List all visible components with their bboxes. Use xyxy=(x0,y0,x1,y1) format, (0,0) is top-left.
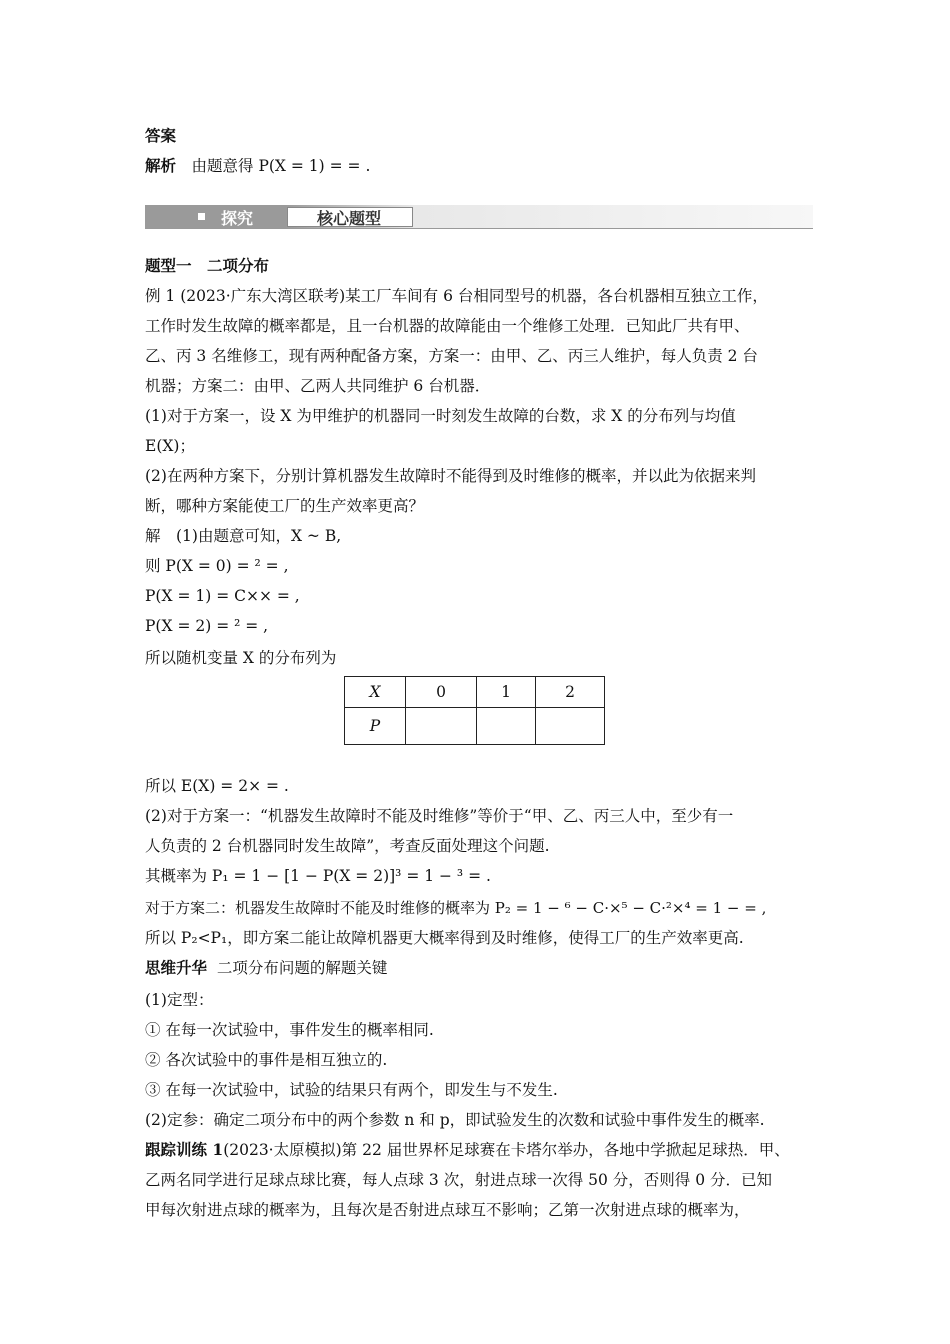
solution-line: 所以 E(X) = 2× = . xyxy=(145,777,289,795)
table-cell: P xyxy=(345,708,406,745)
analysis-label: 解析 xyxy=(145,156,177,175)
training-line: 甲每次射进点球的概率为，且每次是否射进点球互不影响；乙第一次射进点球的概率为， xyxy=(145,1201,750,1219)
distribution-table xyxy=(344,676,605,745)
table-cell xyxy=(536,708,605,745)
section-banner xyxy=(145,205,813,229)
example-line: 例 1 (2023·广东大湾区联考)某工厂车间有 6 台相同型号的机器，各台机器相互独立工作， xyxy=(145,287,768,305)
solution-line: 则 P(X = 0) = ² = , xyxy=(145,557,289,575)
solution-line: P(X = 1) = C×× = , xyxy=(145,587,300,605)
example-line: 工作时发生故障的概率都是，且一台机器的故障能由一个维修工处理．已知此厂共有甲、 xyxy=(145,317,750,335)
table-cell: 1 xyxy=(477,677,536,708)
example-line: (1)对于方案一，设 X 为甲维护的机器同一时刻发生故障的台数，求 X 的分布列与均值 xyxy=(145,407,736,425)
analysis-text: 由题意得 P(X = 1) = = . xyxy=(191,157,371,175)
type1-heading: 题型一 二项分布 xyxy=(145,256,270,275)
analysis-line xyxy=(145,156,370,176)
table-row xyxy=(345,708,605,745)
thinking-line: ① 在每一次试验中，事件发生的概率相同. xyxy=(145,1021,434,1039)
thinking-line: ② 各次试验中的事件是相互独立的. xyxy=(145,1051,388,1069)
training-title: 跟踪训练 1 xyxy=(145,1140,224,1159)
thinking-line: (2)定参：确定二项分布中的两个参数 n 和 p，即试验发生的次数和试验中事件发生的概率. xyxy=(145,1111,765,1129)
thinking-line: (1)定型： xyxy=(145,991,214,1009)
solution-line: 所以 P₂<P₁，即方案二能让故障机器更大概率得到及时维修，使得工厂的生产效率更高. xyxy=(145,929,744,947)
banner-core-label: 核心题型 xyxy=(317,209,382,228)
example-line: 机器；方案二：由甲、乙两人共同维护 6 台机器． xyxy=(145,377,491,395)
thinking-title: 思维升华 xyxy=(145,958,208,977)
solution-line: 解 (1)由题意可知，X ~ B, xyxy=(145,527,342,545)
solution-line: (2)对于方案一：“机器发生故障时不能及时维修”等价于“甲、乙、丙三人中，至少有一 xyxy=(145,807,734,825)
solution-line: 其概率为 P₁ = 1 − [1 − P(X = 2)]³ = 1 − ³ = . xyxy=(145,867,491,885)
answer-label: 答案 xyxy=(145,126,177,145)
training-line: 乙两名同学进行足球点球比赛，每人点球 3 次，射进点球一次得 50 分，否则得 0 分．已知 xyxy=(145,1171,773,1189)
solution-line: 对于方案二：机器发生故障时不能及时维修的概率为 P₂ = 1 − ⁶ − C·×⁵ − C·²×⁴ = 1 − = , xyxy=(145,899,767,917)
table-cell xyxy=(406,708,477,745)
solution-line: 所以随机变量 X 的分布列为 xyxy=(145,649,337,667)
thinking-subtitle: 二项分布问题的解题关键 xyxy=(216,959,388,977)
thinking-line: ③ 在每一次试验中，试验的结果只有两个，即发生与不发生. xyxy=(145,1081,558,1099)
example-line: E(X)； xyxy=(145,437,195,455)
table-cell xyxy=(477,708,536,745)
example-line: (2)在两种方案下，分别计算机器发生故障时不能得到及时维修的概率，并以此为依据来判 xyxy=(145,467,756,485)
solution-line: P(X = 2) = ² = , xyxy=(145,617,269,635)
training-line xyxy=(145,1140,790,1160)
thinking-heading xyxy=(145,958,387,978)
banner-explore-label: 探究 xyxy=(221,209,254,228)
table-row xyxy=(345,677,605,708)
example-line: 乙、丙 3 名维修工，现有两种配备方案，方案一：由甲、乙、丙三人维护，每人负责 2 台 xyxy=(145,347,758,365)
table-cell: 2 xyxy=(536,677,605,708)
table-cell: 0 xyxy=(406,677,477,708)
square-bullet-icon xyxy=(198,213,205,220)
example-line: 断，哪种方案能使工厂的生产效率更高？ xyxy=(145,497,425,515)
table-cell: X xyxy=(345,677,406,708)
training-text: (2023·太原模拟)第 22 届世界杯足球赛在卡塔尔举办，各地中学掀起足球热．甲、 xyxy=(223,1141,790,1159)
solution-line: 人负责的 2 台机器同时发生故障”，考查反面处理这个问题. xyxy=(145,837,550,855)
